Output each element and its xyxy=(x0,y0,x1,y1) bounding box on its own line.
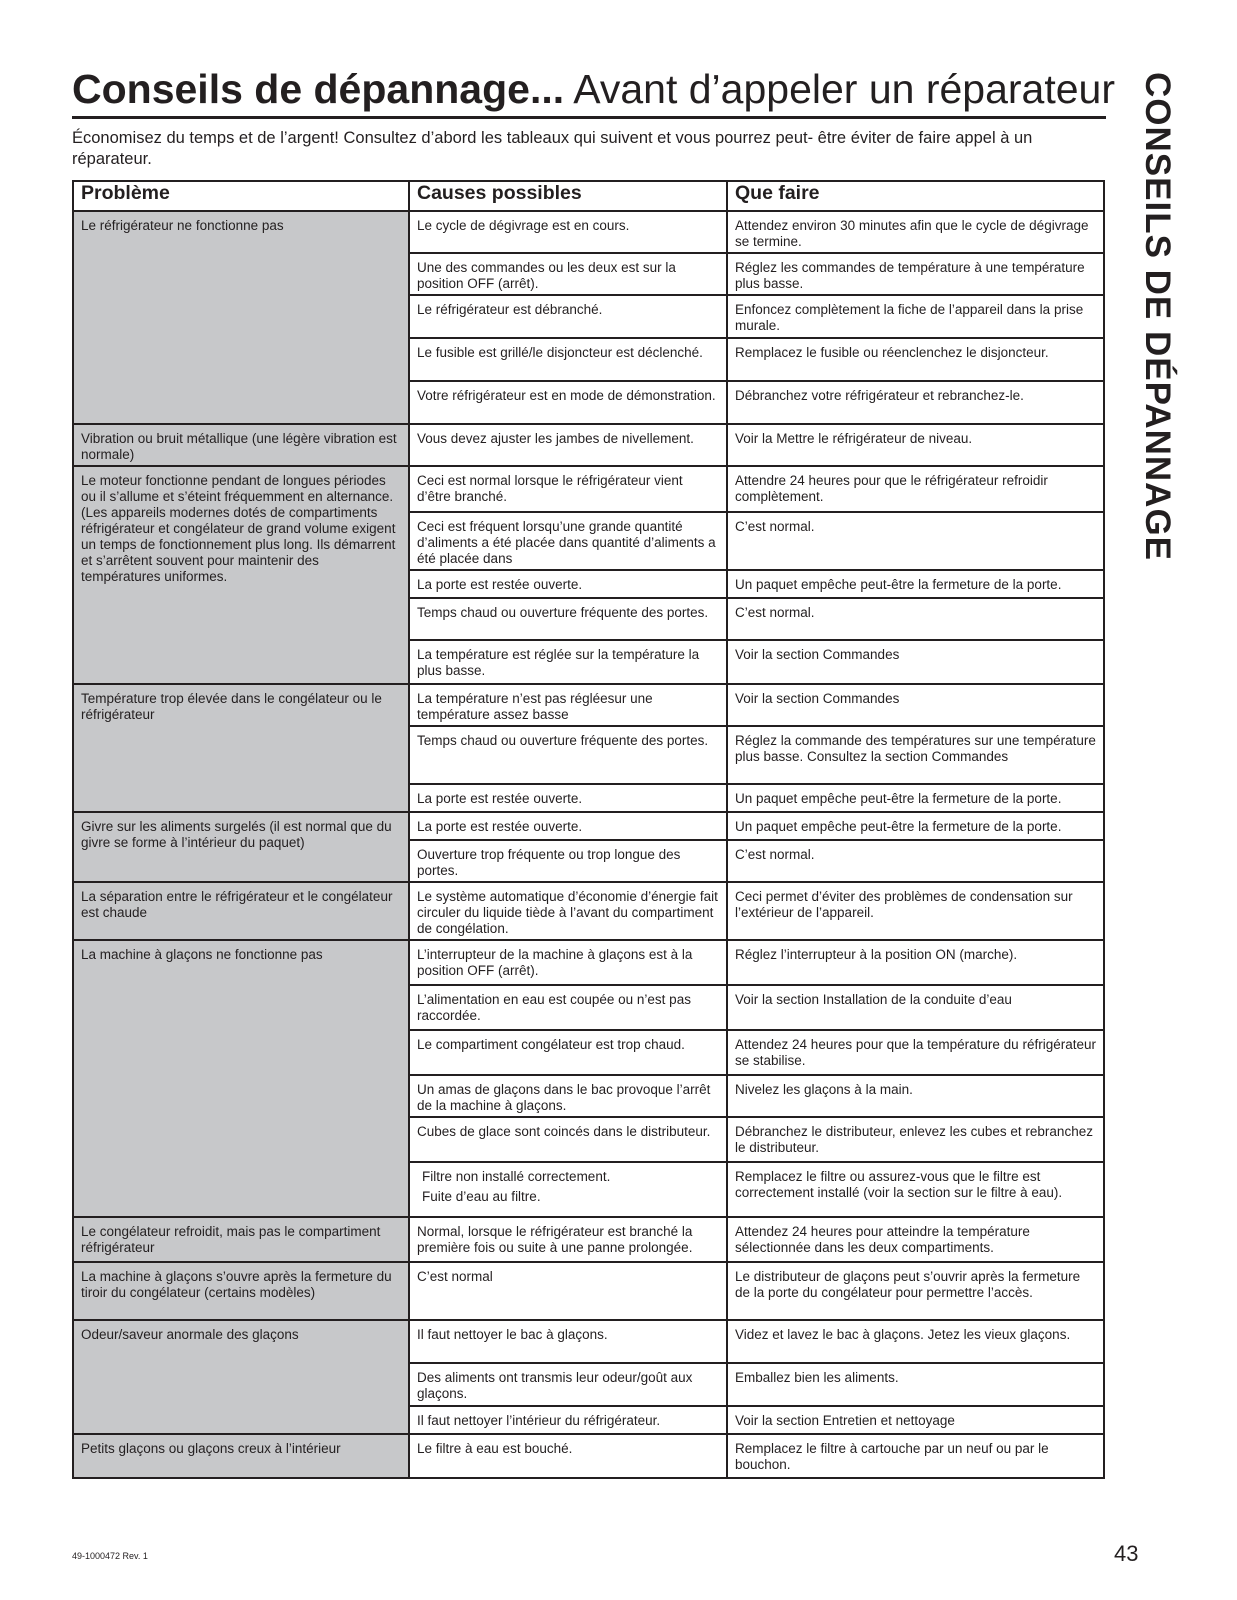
cause-cell: Vous devez ajuster les jambes de nivellement. xyxy=(409,424,727,466)
cause-cell: Temps chaud ou ouverture fréquente des portes. xyxy=(409,598,727,640)
cause-cell: La porte est restée ouverte. xyxy=(409,812,727,840)
cause-cell: Le système automatique d’économie d’énergie fait circuler du liquide tiède à l’avant du compartiment de congélation. xyxy=(409,882,727,940)
action-cell: Réglez la commande des températures sur une température plus basse. Consultez la section Commandes xyxy=(727,726,1104,784)
problem-cell: Le congélateur refroidit, mais pas le compartiment réfrigérateur xyxy=(73,1217,409,1262)
cause-cell: Le réfrigérateur est débranché. xyxy=(409,295,727,338)
action-cell: Videz et lavez le bac à glaçons. Jetez les vieux glaçons. xyxy=(727,1320,1104,1363)
problem-cell: Odeur/saveur anormale des glaçons xyxy=(73,1320,409,1434)
problem-cell: La machine à glaçons s’ouvre après la fermeture du tiroir du congélateur (certains modèles) xyxy=(73,1262,409,1320)
table-row xyxy=(73,940,1104,985)
action-cell: Un paquet empêche peut-être la fermeture de la porte. xyxy=(727,812,1104,840)
cause-cell: Le filtre à eau est bouché. xyxy=(409,1434,727,1478)
action-cell: Remplacez le filtre à cartouche par un neuf ou par le bouchon. xyxy=(727,1434,1104,1478)
problem-cell: Petits glaçons ou glaçons creux à l’intérieur xyxy=(73,1434,409,1478)
action-cell: Voir la section Installation de la conduite d’eau xyxy=(727,985,1104,1030)
table-row xyxy=(73,1320,1104,1363)
action-cell: Emballez bien les aliments. xyxy=(727,1363,1104,1406)
action-cell: Voir la section Entretien et nettoyage xyxy=(727,1406,1104,1434)
action-cell: Attendre 24 heures pour que le réfrigérateur refroidir complètement. xyxy=(727,466,1104,512)
problem-cell: La séparation entre le réfrigérateur et le congélateur est chaude xyxy=(73,882,409,940)
problem-cell: Givre sur les aliments surgelés (il est normal que du givre se forme à l’intérieur du paquet) xyxy=(73,812,409,882)
table-row xyxy=(73,1217,1104,1262)
cause-cell: Normal, lorsque le réfrigérateur est branché la première fois ou suite à une panne prolongée. xyxy=(409,1217,727,1262)
cause-cell: Votre réfrigérateur est en mode de démonstration. xyxy=(409,381,727,424)
action-cell: C’est normal. xyxy=(727,840,1104,882)
cause-cell: Temps chaud ou ouverture fréquente des portes. xyxy=(409,726,727,784)
cause-cell: La porte est restée ouverte. xyxy=(409,784,727,812)
action-cell: Ceci permet d’éviter des problèmes de condensation sur l’extérieur de l’appareil. xyxy=(727,882,1104,940)
table-row xyxy=(73,882,1104,940)
cause-line: Filtre non installé correctement. xyxy=(422,1169,611,1184)
action-cell: Remplacez le fusible ou réenclenchez le disjoncteur. xyxy=(727,338,1104,381)
table-header-row xyxy=(73,181,1104,211)
cause-cell: La température n’est pas régléesur une température assez basse xyxy=(409,684,727,726)
action-cell: Attendez environ 30 minutes afin que le cycle de dégivrage se termine. xyxy=(727,211,1104,253)
cause-cell: Des aliments ont transmis leur odeur/goût aux glaçons. xyxy=(409,1363,727,1406)
action-cell: C’est normal. xyxy=(727,512,1104,570)
cause-cell: Il faut nettoyer l’intérieur du réfrigérateur. xyxy=(409,1406,727,1434)
table-row xyxy=(73,211,1104,253)
action-cell: Voir la section Commandes xyxy=(727,640,1104,684)
action-cell: Réglez les commandes de température à une température plus basse. xyxy=(727,253,1104,295)
intro-text: Économisez du temps et de l’argent! Consultez d’abord les tableaux qui suivent et vous pourrez peut- être éviter de faire appel à un réparateur. xyxy=(72,129,1033,168)
cause-cell xyxy=(409,1162,727,1217)
table-row xyxy=(73,1262,1104,1320)
cause-cell: Une des commandes ou les deux est sur la position OFF (arrêt). xyxy=(409,253,727,295)
title-regular: Avant d’appeler un réparateur xyxy=(564,66,1115,112)
table-row xyxy=(73,1434,1104,1478)
cause-cell: L’interrupteur de la machine à glaçons est à la position OFF (arrêt). xyxy=(409,940,727,985)
problem-cell: Le réfrigérateur ne fonctionne pas xyxy=(73,211,409,424)
action-cell: Attendez 24 heures pour atteindre la température sélectionnée dans les deux compartiments. xyxy=(727,1217,1104,1262)
cause-cell: Il faut nettoyer le bac à glaçons. xyxy=(409,1320,727,1363)
cause-cell: Cubes de glace sont coincés dans le distributeur. xyxy=(409,1117,727,1162)
header-problem: Problème xyxy=(73,181,409,211)
problem-cell: Température trop élevée dans le congélateur ou le réfrigérateur xyxy=(73,684,409,812)
action-cell: Un paquet empêche peut-être la fermeture de la porte. xyxy=(727,570,1104,598)
problem-cell: Le moteur fonctionne pendant de longues périodes ou il s’allume et s’éteint fréquemment en alternance. (Les appareils modernes dotés de compartiments réfrigérateur et congélateur de grand volume exigent un temps de fonctionnement plus long. Ils démarrent et s’arrêtent souvent pour maintenir des températures uniformes. xyxy=(73,466,409,684)
table-row xyxy=(73,424,1104,466)
cause-cell: Un amas de glaçons dans le bac provoque l’arrêt de la machine à glaçons. xyxy=(409,1075,727,1117)
page-title xyxy=(72,62,1115,119)
action-cell: Remplacez le filtre ou assurez-vous que le filtre est correctement installé (voir la section sur le filtre à eau). xyxy=(727,1162,1104,1217)
document-code: 49-1000472 Rev. 1 xyxy=(72,1551,148,1561)
action-cell: C’est normal. xyxy=(727,598,1104,640)
action-cell: Voir la Mettre le réfrigérateur de niveau. xyxy=(727,424,1104,466)
table-row xyxy=(73,466,1104,512)
action-cell: Le distributeur de glaçons peut s’ouvrir après la fermeture de la porte du congélateur pour permettre l’accès. xyxy=(727,1262,1104,1320)
cause-cell: C’est normal xyxy=(409,1262,727,1320)
problem-cell: La machine à glaçons ne fonctionne pas xyxy=(73,940,409,1217)
header-actions: Que faire xyxy=(727,181,1104,211)
cause-line: Fuite d’eau au filtre. xyxy=(422,1189,541,1204)
table-row xyxy=(73,684,1104,726)
cause-cell: La température est réglée sur la température la plus basse. xyxy=(409,640,727,684)
cause-cell: Le cycle de dégivrage est en cours. xyxy=(409,211,727,253)
page-number: 43 xyxy=(1114,1541,1139,1566)
action-cell: Débranchez votre réfrigérateur et rebranchez-le. xyxy=(727,381,1104,424)
cause-cell: Le fusible est grillé/le disjoncteur est déclenché. xyxy=(409,338,727,381)
action-cell: Un paquet empêche peut-être la fermeture de la porte. xyxy=(727,784,1104,812)
side-tab xyxy=(1130,72,1184,632)
action-cell: Nivelez les glaçons à la main. xyxy=(727,1075,1104,1117)
side-label: CONSEILS DE DÉPANNAGE xyxy=(1138,72,1177,562)
action-cell: Réglez l’interrupteur à la position ON (marche). xyxy=(727,940,1104,985)
troubleshooting-table xyxy=(72,180,1105,1479)
table-row xyxy=(73,812,1104,840)
action-cell: Débranchez le distributeur, enlevez les cubes et rebranchez le distributeur. xyxy=(727,1117,1104,1162)
action-cell: Voir la section Commandes xyxy=(727,684,1104,726)
cause-cell: La porte est restée ouverte. xyxy=(409,570,727,598)
cause-cell: Ceci est fréquent lorsqu’une grande quantité d’aliments a été placée dans quantité d’aliments a été placée dans xyxy=(409,512,727,570)
title-bold: Conseils de dépannage... xyxy=(72,66,565,112)
action-cell: Attendez 24 heures pour que la température du réfrigérateur se stabilise. xyxy=(727,1030,1104,1075)
action-cell: Enfoncez complètement la fiche de l’appareil dans la prise murale. xyxy=(727,295,1104,338)
cause-cell: Ceci est normal lorsque le réfrigérateur vient d’être branché. xyxy=(409,466,727,512)
cause-cell: L’alimentation en eau est coupée ou n’est pas raccordée. xyxy=(409,985,727,1030)
problem-cell: Vibration ou bruit métallique (une légère vibration est normale) xyxy=(73,424,409,466)
cause-cell: Le compartiment congélateur est trop chaud. xyxy=(409,1030,727,1075)
cause-cell: Ouverture trop fréquente ou trop longue des portes. xyxy=(409,840,727,882)
header-causes: Causes possibles xyxy=(409,181,727,211)
